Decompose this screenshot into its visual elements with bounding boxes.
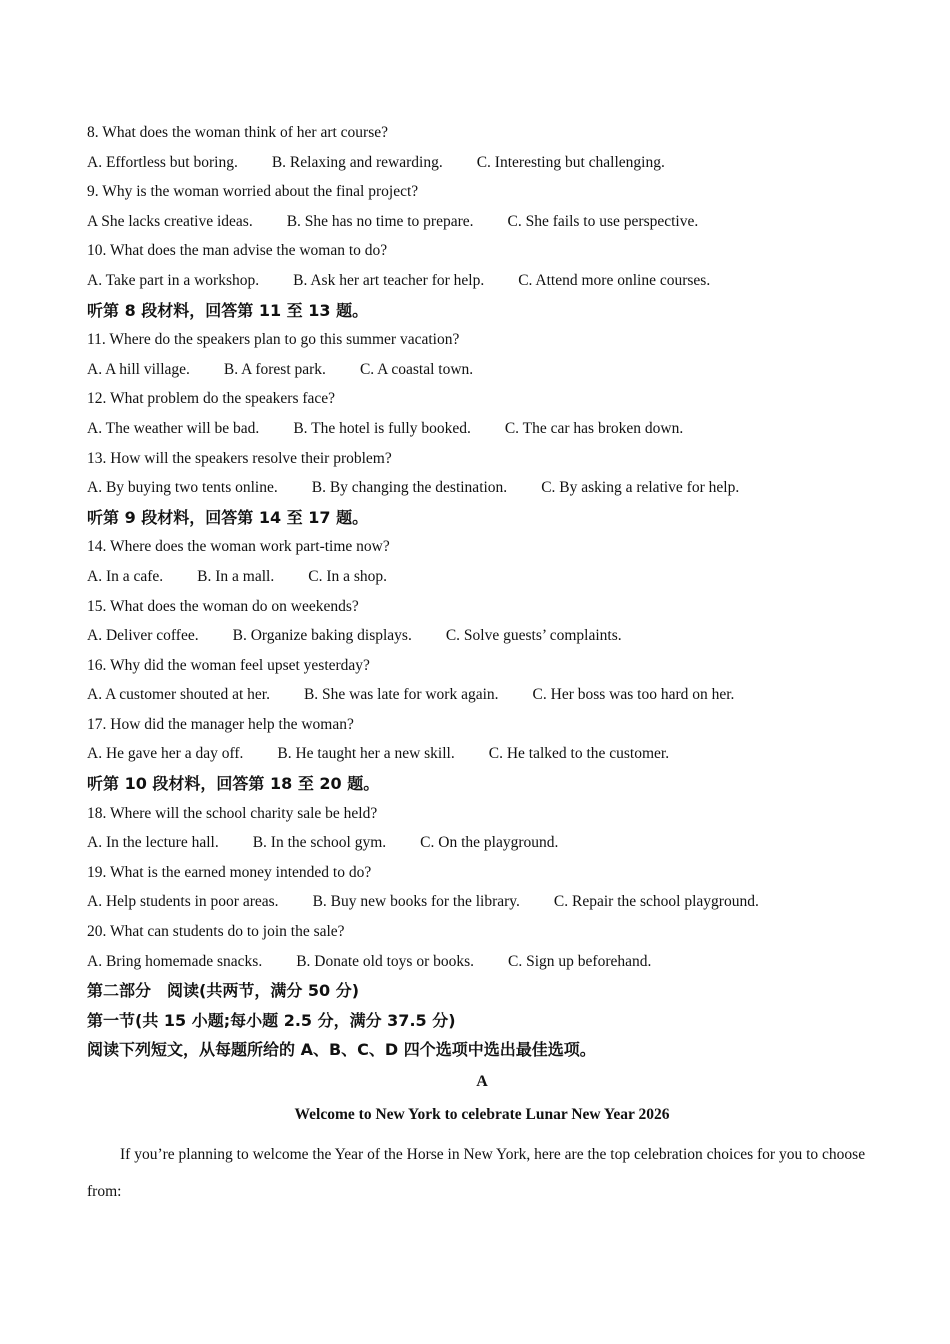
option-18-c: C. On the playground. [420,834,559,852]
option-10-a: A. Take part in a workshop. [87,271,260,289]
option-11-a: A. A hill village. [87,360,190,378]
option-20-b: B. Donate old toys or books. [296,952,475,970]
option-17-c: C. He talked to the customer. [488,745,670,763]
option-17-b: B. He taught her a new skill. [277,745,455,763]
question-group-14-17 [87,532,877,769]
question-10: 10. What does the man advise the woman to do? [87,242,388,260]
question-20: 20. What can students do to join the sale? [87,923,345,941]
question-11: 11. Where do the speakers plan to go this summer vacation? [87,331,460,349]
option-16-a: A. A customer shouted at her. [87,686,270,704]
question-group-8-10 [87,118,877,296]
option-13-c: C. By asking a relative for help. [541,479,740,497]
option-15-b: B. Organize baking displays. [232,627,412,645]
section-10-heading: 听第 10 段材料，回答第 18 至 20 题。 [87,774,380,794]
option-16-c: C. Her boss was too hard on her. [532,686,735,704]
option-19-c: C. Repair the school playground. [553,893,759,911]
section-8-heading: 听第 8 段材料，回答第 11 至 13 题。 [87,300,369,320]
option-9-c: C. She fails to use perspective. [507,212,699,230]
option-18-a: A. In the lecture hall. [87,834,219,852]
option-19-a: A. Help students in poor areas. [87,893,279,911]
question-16: 16. Why did the woman feel upset yesterday? [87,656,370,674]
option-13-b: B. By changing the destination. [311,479,508,497]
question-18: 18. Where will the school charity sale be held? [87,804,378,822]
question-9: 9. Why is the woman worried about the final project? [87,183,419,201]
option-8-a: A. Effortless but boring. [87,153,238,171]
options-8 [87,148,877,178]
option-11-b: B. A forest park. [223,360,326,378]
option-8-b: B. Relaxing and rewarding. [271,153,443,171]
question-group-11-13 [87,325,877,503]
option-14-c: C. In a shop. [308,567,388,585]
option-12-a: A. The weather will be bad. [87,419,260,437]
option-17-a: A. He gave her a day off. [87,745,244,763]
reading-instruction: 阅读下列短文，从每题所给的 A、B、C、D 四个选项中选出最佳选项。 [87,1040,596,1060]
option-8-c: C. Interesting but challenging. [476,153,665,171]
section-1-heading: 第一节(共 15 小题;每小题 2.5 分，满分 37.5 分) [87,1010,456,1030]
option-12-b: B. The hotel is fully booked. [293,419,471,437]
options-11 [87,355,877,385]
question-group-18-20 [87,799,877,977]
option-15-a: A. Deliver coffee. [87,627,199,645]
option-10-b: B. Ask her art teacher for help. [293,271,485,289]
exam-page [87,118,877,1210]
option-11-c: C. A coastal town. [359,360,474,378]
options-10 [87,266,877,296]
options-13 [87,473,877,503]
option-19-b: B. Buy new books for the library. [312,893,520,911]
section-9-heading: 听第 9 段材料，回答第 14 至 17 题。 [87,507,369,527]
passage-title: Welcome to New York to celebrate Lunar New Year 2026 [294,1106,670,1123]
option-20-c: C. Sign up beforehand. [508,952,652,970]
options-12 [87,414,877,444]
option-16-b: B. She was late for work again. [303,686,499,704]
option-18-b: B. In the school gym. [252,834,387,852]
question-17: 17. How did the manager help the woman? [87,715,354,733]
option-20-a: A. Bring homemade snacks. [87,952,263,970]
options-15 [87,621,877,651]
passage-letter: A [476,1073,488,1090]
question-15: 15. What does the woman do on weekends? [87,597,359,615]
option-9-a: A She lacks creative ideas. [87,212,253,230]
options-17 [87,739,877,769]
options-14 [87,562,877,592]
options-18 [87,828,877,858]
question-8: 8. What does the woman think of her art course? [87,124,389,141]
passage-intro: If you’re planning to welcome the Year of the Horse in New York, here are the top celebration choices for you to choose from: [87,1146,866,1200]
option-14-b: B. In a mall. [197,567,275,585]
question-13: 13. How will the speakers resolve their problem? [87,449,392,467]
options-9 [87,207,877,237]
question-14: 14. Where does the woman work part-time now? [87,538,390,556]
option-10-c: C. Attend more online courses. [518,271,711,289]
option-15-c: C. Solve guests’ complaints. [445,627,622,645]
option-13-a: A. By buying two tents online. [87,479,278,497]
question-12: 12. What problem do the speakers face? [87,390,336,408]
option-12-c: C. The car has broken down. [504,419,684,437]
question-19: 19. What is the earned money intended to do? [87,863,372,881]
options-19 [87,887,877,917]
option-14-a: A. In a cafe. [87,567,164,585]
option-9-b: B. She has no time to prepare. [286,212,474,230]
part-2-heading: 第二部分 阅读(共两节，满分 50 分) [87,981,360,1001]
options-16 [87,680,877,710]
options-20 [87,947,877,977]
